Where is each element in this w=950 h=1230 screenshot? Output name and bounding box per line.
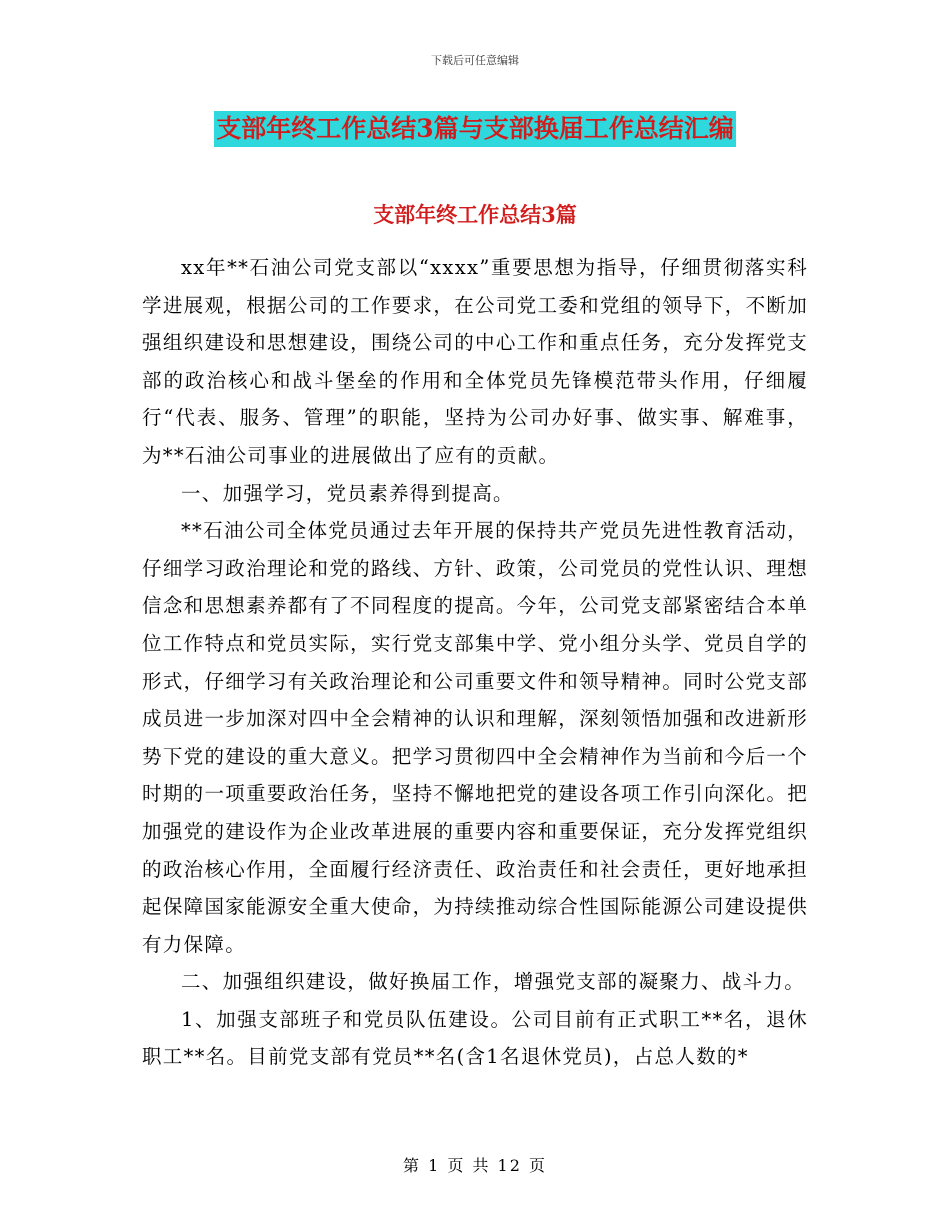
paragraph-org-building: 1、加强支部班子和党员队伍建设。公司目前有正式职工**名，退休职工**名。目前党支部有党员**名(含1名退休党员)，占总人数的* [142, 1007, 808, 1069]
page-footer: 第 1 页 共 12 页 [403, 1156, 547, 1175]
paragraph-heading-2: 二、加强组织建设，做好换届工作，增强党支部的凝聚力、战斗力。 [181, 970, 806, 994]
header-note: 下载后可任意编辑 [431, 54, 519, 67]
paragraph-study: **石油公司全体党员通过去年开展的保持共产党员先进性教育活动，仔细学习政治理论和党的路线、方针、政策，公司党员的党性认识、理想信念和思想素养都有了不同程度的提高。今年，公司党支部紧密结合本单位工作特点和党员实际，实行党支部集中学、党小组分头学、党员自学的形式，仔细学习有关政治理论和公司重要文件和领导精神。同时公党支部成员进一步加深对四中全会精神的认识和理解，深刻领悟加强和改进新形势下党的建设的重大意义。把学习贯彻四中全会精神作为当前和今后一个时期的一项重要政治任务，坚持不懈地把党的建设各项工作引向深化。把加强党的建设作为企业改革进展的重要内容和重要保证，充分发挥党组织的政治核心作用，全面履行经济责任、政治责任和社会责任，更好地承担起保障国家能源安全重大使命，为持续推动综合性国际能源公司建设提供有力保障。 [142, 519, 808, 956]
paragraph-heading-1: 一、加强学习，党员素养得到提高。 [181, 481, 514, 505]
section-title: 支部年终工作总结3篇 [373, 202, 577, 227]
document-body [142, 249, 808, 1076]
paragraph-intro: xx年**石油公司党支部以“xxxx”重要思想为指导，仔细贯彻落实科学进展观，根据公司的工作要求，在公司党工委和党组的领导下，不断加强组织建设和思想建设，围绕公司的中心工作和重点任务，充分发挥党支部的政治核心和战斗堡垒的作用和全体党员先锋模范带头作用，仔细履行“代表、服务、管理”的职能，坚持为公司办好事、做实事、解难事，为**石油公司事业的进展做出了应有的贡献。 [142, 256, 808, 467]
main-title: 支部年终工作总结3篇与支部换届工作总结汇编 [214, 111, 735, 147]
main-title-container [0, 111, 950, 147]
